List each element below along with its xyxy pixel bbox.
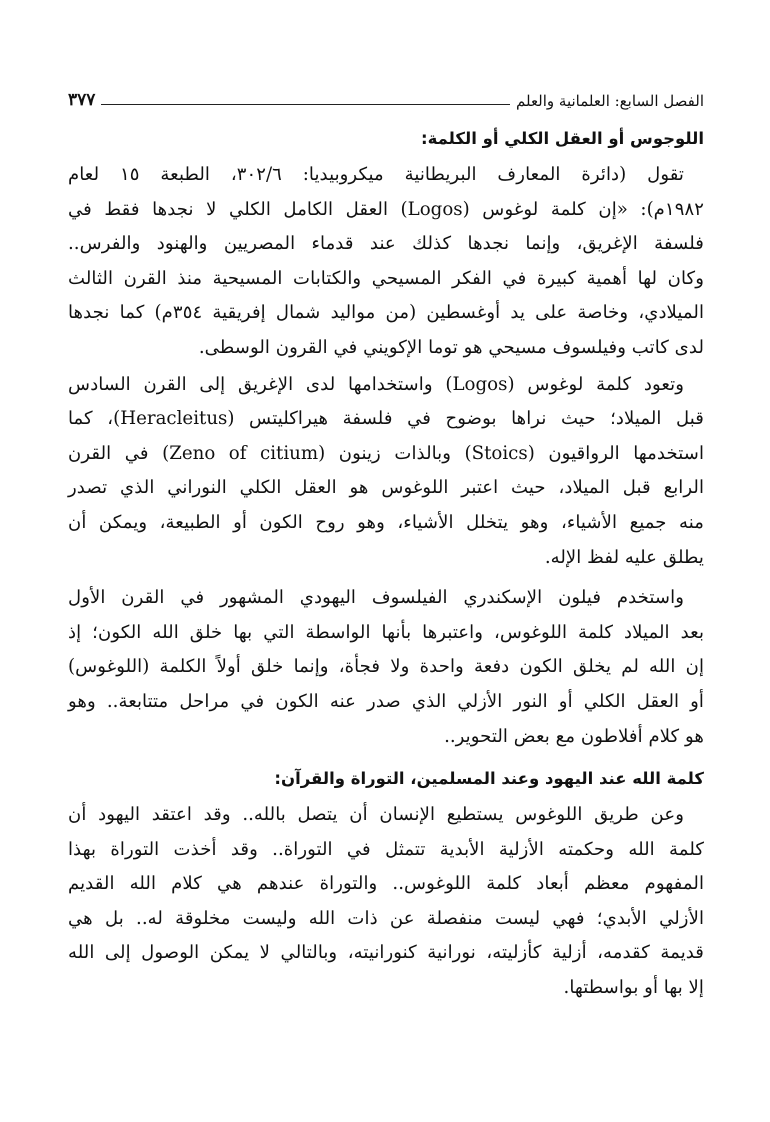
- text-line: وكان لها أهمية كبيرة في الفكر المسيحي والكتابات المسيحية منذ القرن الثالث: [68, 267, 704, 289]
- text-line: وتعود كلمة لوغوس (Logos) واستخدامها لدى الإغريق إلى القرن السادس: [68, 373, 684, 395]
- text-line: لدى كاتب وفيلسوف مسيحي هو توما الإكويني في القرون الوسطى.: [198, 336, 704, 358]
- section-heading-logos: اللوجوس أو العقل الكلي أو الكلمة:: [421, 129, 704, 148]
- text-line: كلمة الله وحكمته الأزلية الأبدية تتمثل في التوراة.. وقد أخذت التوراة بهذا: [68, 838, 704, 860]
- text-line: الأزلي الأبدي؛ فهي ليست منفصلة عن ذات الله وليست مخلوقة له.. بل هي: [68, 907, 704, 929]
- text-line: الرابع قبل الميلاد، حيث اعتبر اللوغوس هو العقل الكلي النوراني الذي تصدر: [68, 477, 704, 499]
- text-line: استخدمها الرواقيون (Stoics) وبالذات زينون (Zeno of citium) في القرن: [68, 442, 704, 464]
- text-line: تقول (دائرة المعارف البريطانية ميكروبيديا: ٣٠٢/٦، الطبعة ١٥ لعام: [68, 164, 684, 185]
- book-page: [68, 84, 704, 1094]
- header-rule: [101, 104, 510, 105]
- text-line: الميلادي، وخاصة على يد أوغسطين (من مواليد شمال إفريقية ٣٥٤م) كما نجدها: [68, 302, 704, 324]
- text-line: أو العقل الكلي أو النور الأزلي الذي صدر عنه الكون في مراحل متتابعة.. وهو: [68, 690, 704, 712]
- text-line: المفهوم معظم أبعاد كلمة اللوغوس.. والتوراة عندهم هي كلام الله القديم: [68, 873, 704, 895]
- text-line: وعن طريق اللوغوس يستطيع الإنسان أن يتصل بالله.. وقد اعتقد اليهود أن: [68, 804, 684, 826]
- paragraph: [68, 158, 704, 366]
- text-line: قديمة كقدمه، أزلية كأزليته، نورانية كنورانيته، وبالتالي لا يمكن الوصول إلى الله: [68, 942, 704, 964]
- text-line: ١٩٨٢م): «إن كلمة لوغوس (Logos) العقل الكامل الكلي لا نجدها فقط في: [68, 198, 704, 220]
- text-line: بعد الميلاد كلمة اللوغوس، واعتبرها بأنها الواسطة التي بها خلق الله الكون؛ إذ: [68, 621, 704, 643]
- paragraph: [68, 798, 704, 1006]
- section-heading-word-of-god: كلمة الله عند اليهود وعند المسلمين، التوراة والقرآن:: [274, 769, 704, 789]
- text-line: إن الله لم يخلق الكون دفعة واحدة ولا فجأة، وإنما خلق أولاً الكلمة (اللوغوس): [68, 656, 704, 678]
- paragraph: [68, 368, 704, 576]
- text-line: هو كلام أفلاطون مع بعض التحوير..: [444, 725, 704, 747]
- page-number: ٣٧٧: [68, 90, 96, 110]
- text-line: يطلق عليه لفظ الإله.: [544, 546, 704, 568]
- text-line: فلسفة الإغريق، وإنما نجدها كذلك عند قدماء المصريين والهنود والفرس..: [68, 233, 704, 255]
- paragraph: [68, 581, 704, 754]
- chapter-title: الفصل السابع: العلمانية والعلم: [516, 92, 704, 110]
- text-line: واستخدم فيلون الإسكندري الفيلسوف اليهودي المشهور في القرن الأول: [68, 587, 684, 609]
- text-line: قبل الميلاد؛ حيث نراها بوضوح في فلسفة هيراكليتس (Heracleitus)، كما: [68, 408, 704, 430]
- running-header: [68, 84, 704, 110]
- text-line: إلا بها أو بواسطتها.: [563, 977, 704, 999]
- text-line: منه جميع الأشياء، وهو يتخلل الأشياء، وهو روح الكون أو الطبيعة، ويمكن أن: [68, 511, 704, 533]
